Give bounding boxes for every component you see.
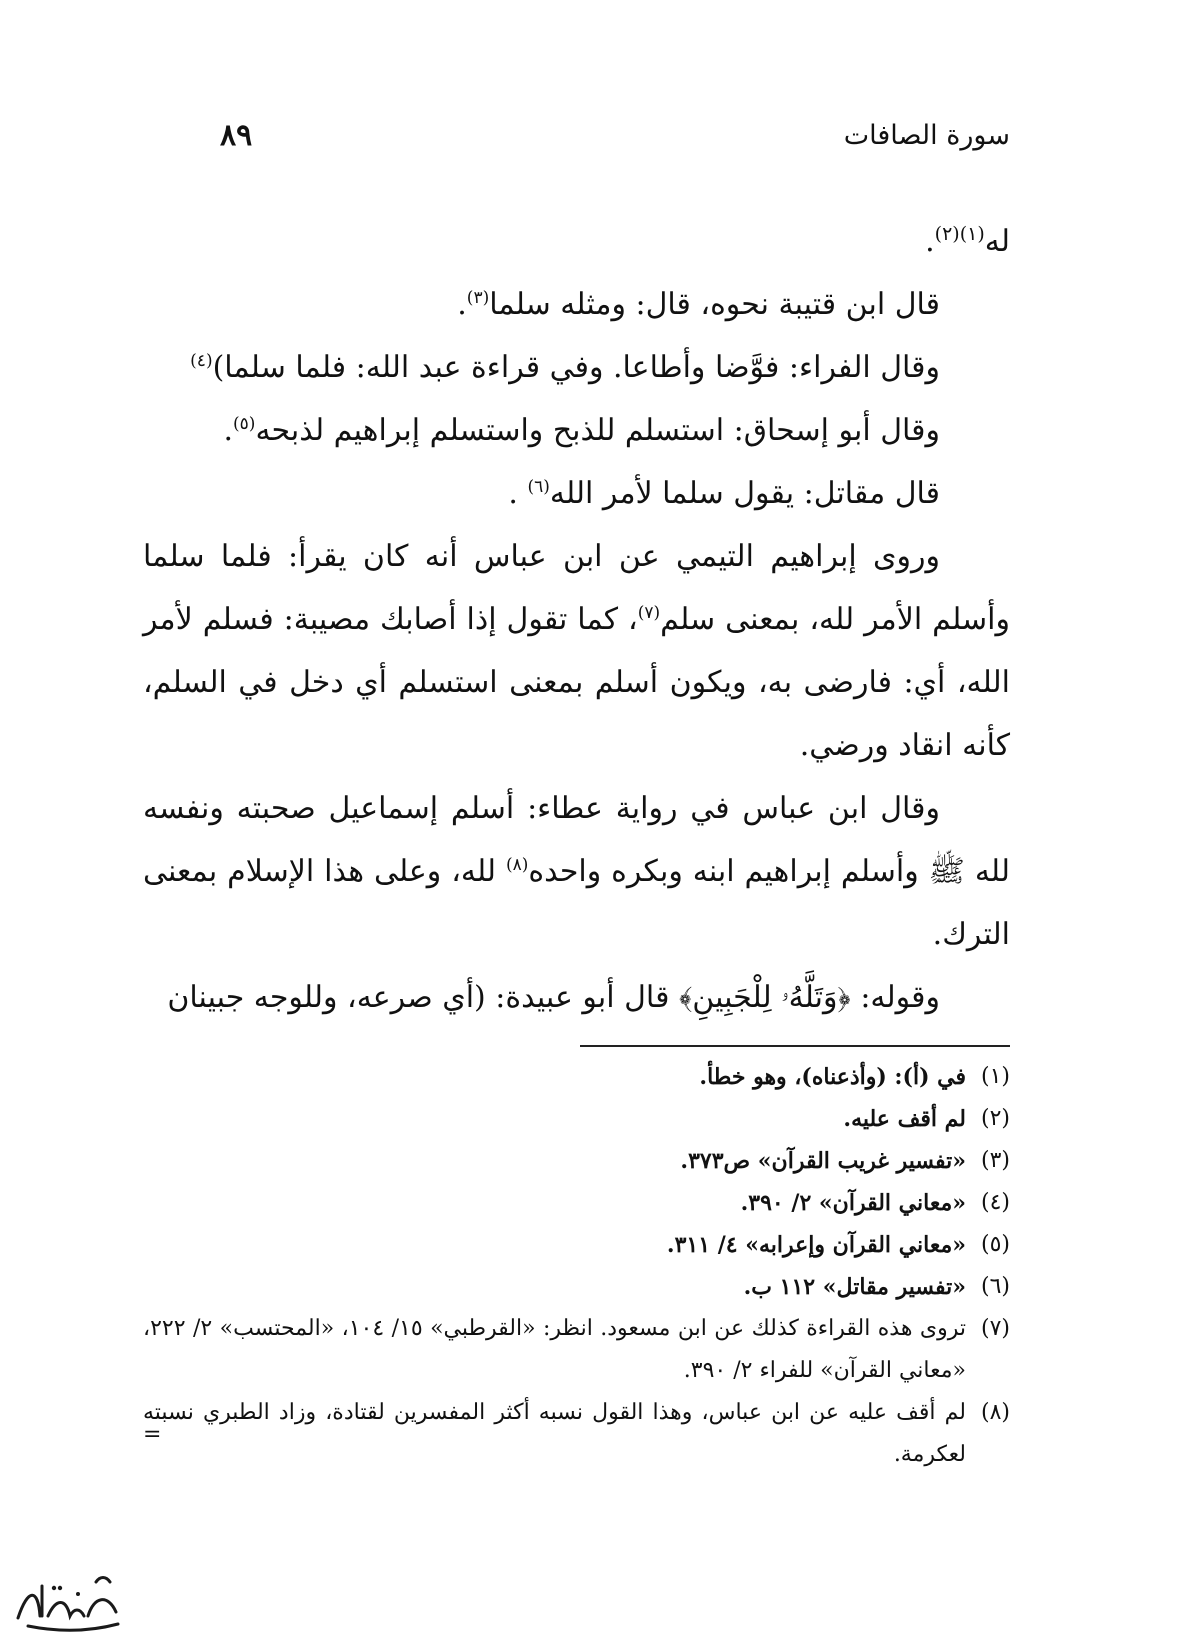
footnote-4 <box>143 1182 1010 1224</box>
paragraph-2: وقال الفراء: فوَّضا وأطاعا. وفي قراءة عبد الله: فلما سلما)$^{(٤)}$ <box>190 350 940 385</box>
footnote-number: (٢) <box>980 1106 1010 1131</box>
paragraph-3: وقال أبو إسحاق: استسلم للذبح واستسلم إبراهيم لذبحه$^{(٥)}$. <box>223 413 940 448</box>
footnote-text: تروى هذه القراءة كذلك عن ابن مسعود. انظر: «القرطبي» ١٥/ ١٠٤، «المحتسب» ٢/ ٢٢٢، «معاني القرآن» للفراء ٢/ ٣٩٠. <box>143 1316 966 1383</box>
footnote-number: (٨) <box>980 1400 1010 1425</box>
footnote-number: (١) <box>980 1064 1010 1089</box>
footnote-text: في (أ): (وأذعناه)، وهو خطأ. <box>699 1064 966 1090</box>
footnote-7 <box>143 1308 1010 1392</box>
footnote-ref-4[interactable]: (٤) <box>190 351 213 371</box>
footnote-text: لم أقف عليه. <box>843 1106 966 1132</box>
footnote-text: «تفسير مقاتل» ١١٢ ب. <box>743 1274 966 1300</box>
footnote-text: «معاني القرآن وإعرابه» ٤/ ٣١١. <box>666 1232 966 1258</box>
footnote-number: (٣) <box>980 1148 1010 1173</box>
footnote-ref-3[interactable]: (٣) <box>466 288 490 308</box>
footnote-number: (٦) <box>980 1274 1010 1299</box>
footnote-8 <box>143 1392 1010 1476</box>
footnote-divider <box>580 1045 1010 1047</box>
footnote-6 <box>143 1266 1010 1308</box>
footnotes <box>143 1056 1010 1476</box>
footnote-number: (٧) <box>980 1316 1010 1341</box>
page-header <box>220 120 1010 170</box>
paragraph-5: وروى إبراهيم التيمي عن ابن عباس أنه كان يقرأ: فلما سلما وأسلم الأمر لله، بمعنى سلم$^{(٧)}$، كما تقول إذا أصابك مصيبة: فسلم لأمر الله، أي: فارضى به، ويكون أسلم بمعنى استسلم أي دخل في السلم، كأنه انقاد ورضي. <box>143 539 1010 763</box>
footnote-ref-5[interactable]: (٥) <box>233 414 256 434</box>
publisher-seal-logo <box>8 1568 126 1638</box>
footnote-ref-7[interactable]: (٧) <box>637 603 661 623</box>
surah-title: سورة الصافات <box>843 120 1010 151</box>
page-number: ٨٩ <box>220 118 253 153</box>
paragraph-7: وقوله: ﴿وَتَلَّهُۥ لِلْجَبِينِ﴾ قال أبو عبيدة: (أي صرعه، وللوجه جبينان <box>167 980 940 1015</box>
footnote-ref-1-2[interactable]: (١)(٢) <box>934 223 985 245</box>
footnote-number: (٤) <box>980 1190 1010 1215</box>
continuation-mark: = <box>143 1422 162 1447</box>
paragraph-1: قال ابن قتيبة نحوه، قال: ومثله سلما$^{(٣)}$. <box>457 287 940 322</box>
footnote-ref-6[interactable]: (٦) <box>527 477 550 497</box>
footnote-ref-8[interactable]: (٨) <box>506 855 529 875</box>
paragraph-4: قال مقاتل: يقول سلما لأمر الله$^{(٦)}$ . <box>508 476 940 511</box>
footnote-5 <box>143 1224 1010 1266</box>
footnote-text: لم أقف عليه عن ابن عباس، وهذا القول نسبه أكثر المفسرين لقتادة، وزاد الطبري نسبته لعكرمة. <box>143 1400 966 1467</box>
footnote-number: (٥) <box>980 1232 1010 1257</box>
footnote-2 <box>143 1098 1010 1140</box>
main-text <box>143 210 1010 1029</box>
footnote-text: «معاني القرآن» ٢/ ٣٩٠. <box>740 1190 966 1216</box>
footnote-1 <box>143 1056 1010 1098</box>
footnote-3 <box>143 1140 1010 1182</box>
footnote-text: «تفسير غريب القرآن» ص٣٧٣. <box>680 1148 966 1174</box>
paragraph-6: وقال ابن عباس في رواية عطاء: أسلم إسماعيل صحبته ونفسه لله ﷺ وأسلم إبراهيم ابنه وبكره واحده$^{(٨)}$ لله، وعلى هذا الإسلام بمعنى الترك. <box>143 791 1010 952</box>
paragraph-line0: له$^{(١)(٢)}$. <box>925 223 1010 259</box>
